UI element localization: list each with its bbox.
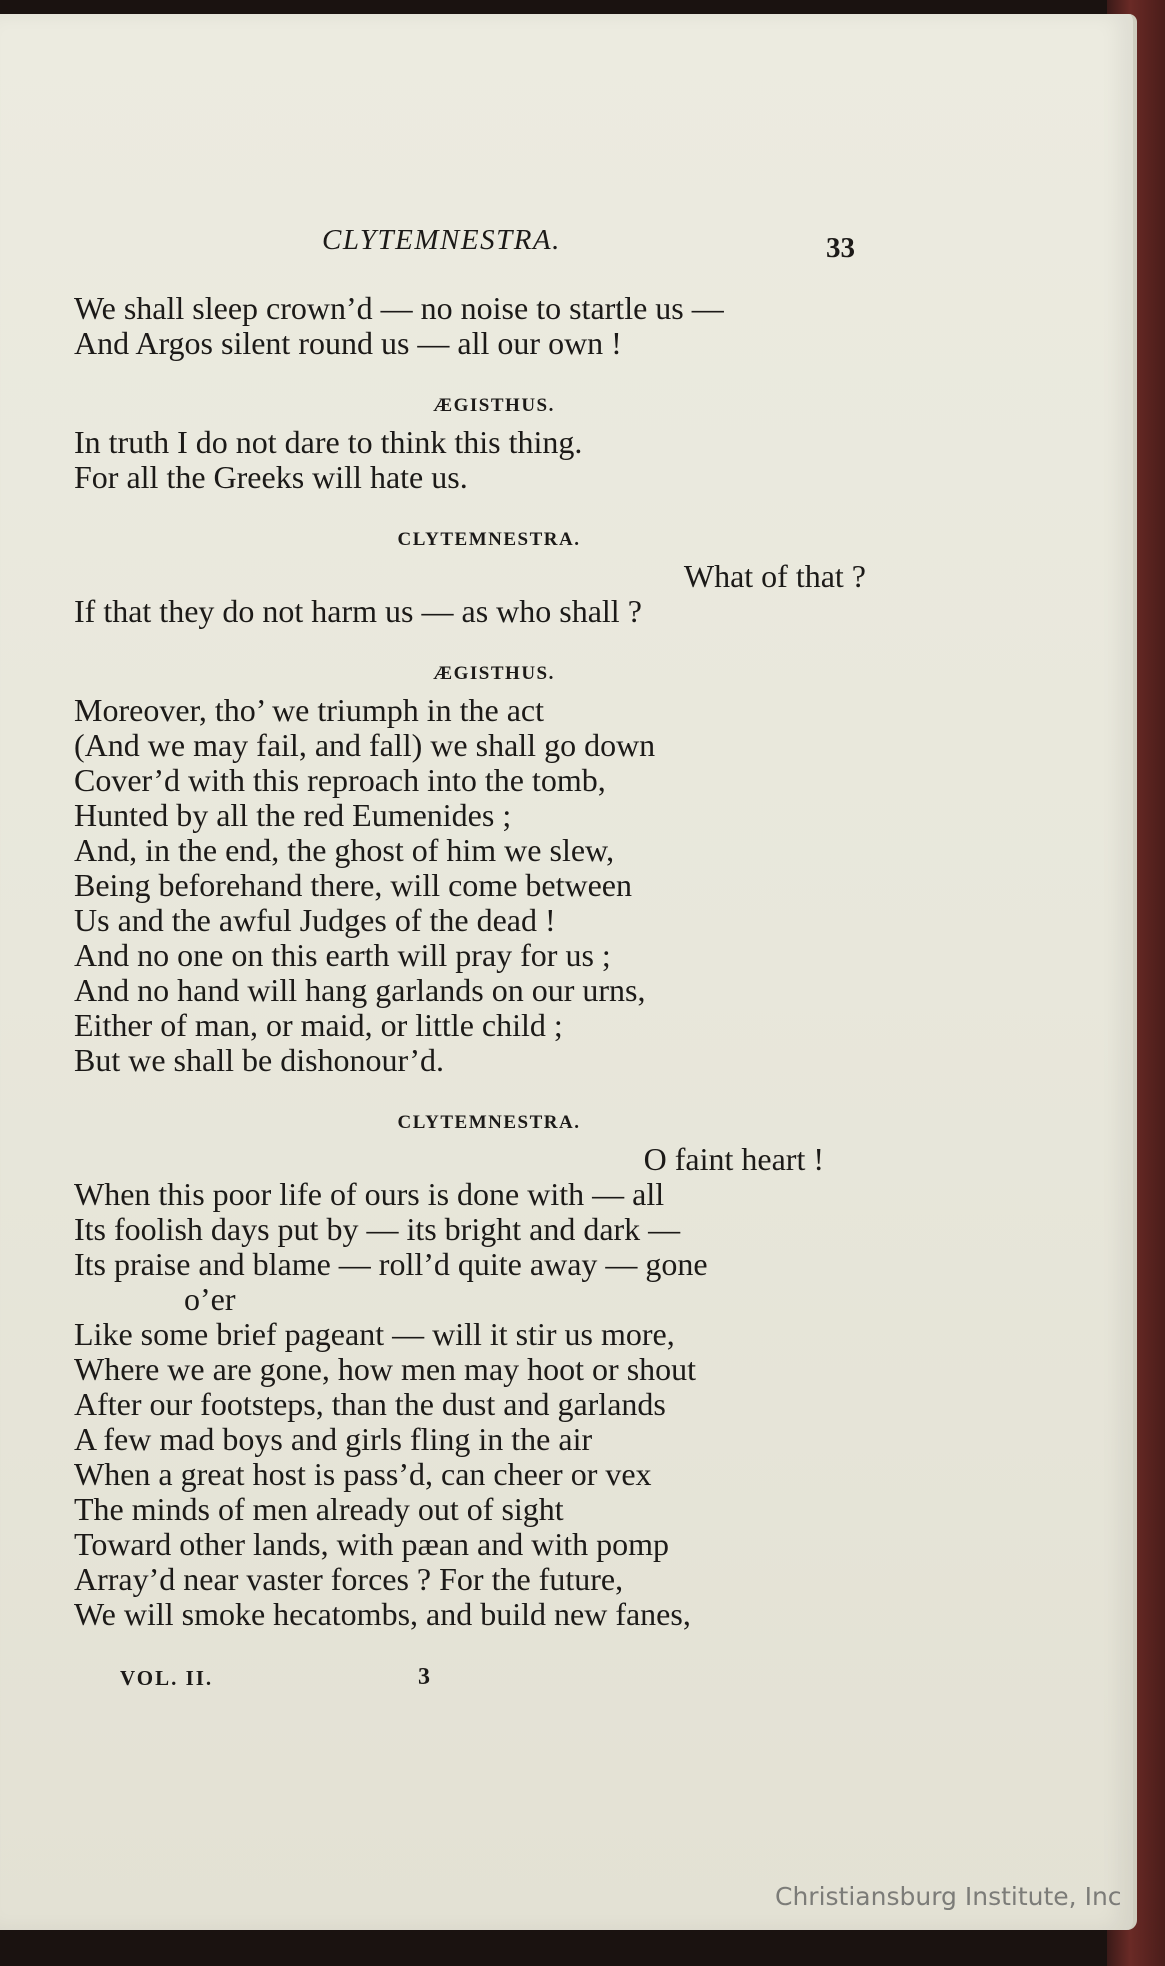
verse-line: If that they do not harm us — as who shall ? (74, 593, 642, 629)
speaker-heading: ÆGISTHUS. (433, 395, 555, 416)
verse-line: We will smoke hecatombs, and build new fanes, (74, 1596, 691, 1632)
page-number: 33 (826, 232, 855, 264)
verse-line: Hunted by all the red Eumenides ; (74, 797, 512, 833)
verse-line: Either of man, or maid, or little child ; (74, 1007, 563, 1043)
verse-line: Being beforehand there, will come between (74, 867, 632, 903)
running-title: CLYTEMNESTRA. (322, 224, 561, 256)
volume-signature: VOL. II. (120, 1666, 214, 1690)
speaker-heading: CLYTEMNESTRA. (397, 529, 581, 550)
verse-line: But we shall be dishonour’d. (74, 1042, 445, 1078)
poem-text (74, 291, 874, 1632)
verse-line: And no hand will hang garlands on our urns, (74, 972, 646, 1008)
verse-line: When a great host is pass’d, can cheer or vex (74, 1456, 652, 1492)
verse-line: Us and the awful Judges of the dead ! (74, 902, 556, 938)
verse-line: In truth I do not dare to think this thing. (74, 424, 583, 460)
verse-line: Its praise and blame — roll’d quite away — gone (74, 1246, 708, 1282)
verse-line: What of that ? (683, 558, 866, 594)
verse-line: A few mad boys and girls fling in the air (74, 1421, 593, 1457)
verse-line: Its foolish days put by — its bright and dark — (74, 1211, 681, 1247)
verse-line: O faint heart ! (643, 1141, 824, 1177)
verse-line: Array’d near vaster forces ? For the future, (74, 1561, 624, 1597)
verse-line: And, in the end, the ghost of him we slew, (74, 832, 615, 868)
signature-mark: 3 (418, 1664, 430, 1690)
verse-line: (And we may fail, and fall) we shall go down (74, 727, 656, 763)
verse-line: Like some brief pageant — will it stir us more, (74, 1316, 675, 1352)
watermark: Christiansburg Institute, Inc (775, 1882, 1122, 1911)
book-page (0, 14, 1137, 1930)
speaker-heading: CLYTEMNESTRA. (397, 1112, 581, 1133)
speaker-heading: ÆGISTHUS. (433, 663, 555, 684)
verse-line: Cover’d with this reproach into the tomb, (74, 762, 606, 798)
verse-line: And Argos silent round us — all our own ! (74, 325, 622, 361)
verse-line: Moreover, tho’ we triumph in the act (74, 692, 544, 728)
verse-line: For all the Greeks will hate us. (74, 459, 468, 495)
verse-line: o’er (184, 1281, 236, 1317)
verse-line: We shall sleep crown’d — no noise to startle us — (74, 290, 724, 326)
verse-line: Toward other lands, with pæan and with pomp (74, 1526, 669, 1562)
verse-line: When this poor life of ours is done with — all (74, 1176, 665, 1212)
verse-line: After our footsteps, than the dust and garlands (74, 1386, 666, 1422)
verse-line: And no one on this earth will pray for us ; (74, 937, 611, 973)
verse-line: The minds of men already out of sight (74, 1491, 564, 1527)
verse-line: Where we are gone, how men may hoot or shout (74, 1351, 697, 1387)
